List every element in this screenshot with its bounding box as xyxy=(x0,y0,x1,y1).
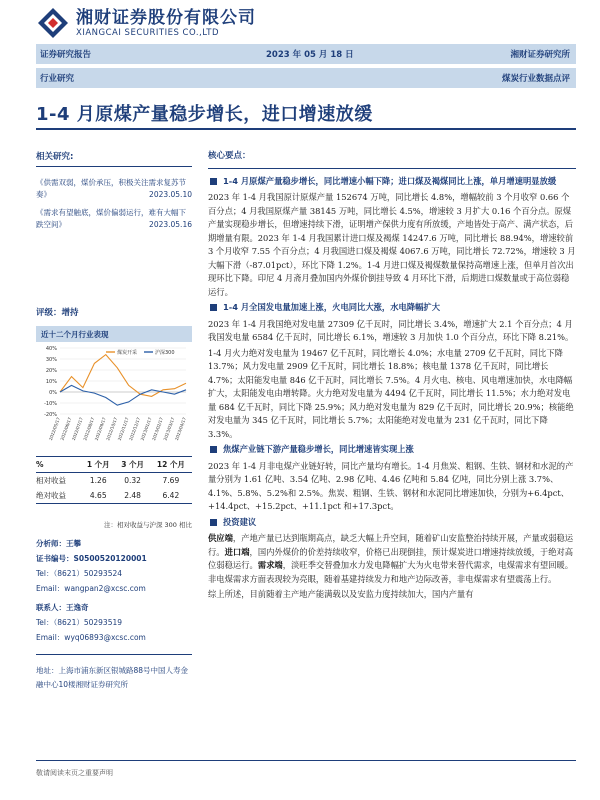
x-tick-label: 2022/09/17 xyxy=(93,416,107,442)
contact-email[interactable]: Email：wyq06893@xcsc.com xyxy=(36,633,146,642)
institute-name: 湘财证券研究所 xyxy=(510,50,570,60)
report-date: 2023 年 05 月 18 日 xyxy=(266,50,354,60)
key-points-heading: 核心要点： xyxy=(208,151,251,161)
company-name-cn: 湘财证券股份有限公司 xyxy=(76,8,256,28)
company-name-en: XIANGCAI SECURITIES CO.,LTD xyxy=(76,28,220,38)
table-cell: 6.42 xyxy=(162,491,180,500)
section-heading: 1-4 月全国发电量加速上涨，火电同比大涨，水电降幅扩大 xyxy=(208,301,576,315)
investment-paragraph: 供应端，产地产量已达到瓶期高点，缺乏大幅上升空间，随着矿山安监整治持续开展，产量或弱稳运行。进口端，国内外煤价的价差持续收窄，价格已出现倒挂，预计煤炭进口增速持续放缓，于绝对高位弱稳运行。需求端，淡旺季交替叠加水力发电降幅扩大为火电带来替代需求，电煤需求有望回暖。非电煤需求方面表现较为亮眼，随着基建持续发力和地产边际改善，非电煤需求有望震荡上行。 xyxy=(208,533,574,584)
contact-info xyxy=(36,600,192,645)
y-tick-label: -20% xyxy=(44,412,57,418)
table-header: 1 个月 xyxy=(86,460,110,469)
logo-mark-icon xyxy=(36,6,70,40)
report-series: 煤炭行业数据点评 xyxy=(501,74,570,84)
legend-label: 煤炭开采 xyxy=(117,350,138,356)
legend-label: 沪深300 xyxy=(155,350,175,356)
y-tick-label: 0% xyxy=(49,390,57,396)
x-tick-label: 2023/01/17 xyxy=(139,416,153,442)
related-research xyxy=(36,150,192,237)
y-tick-label: 30% xyxy=(45,357,57,363)
table-cell: 1.26 xyxy=(89,476,107,485)
table-cell: 0.32 xyxy=(124,476,141,485)
square-bullet-icon xyxy=(210,519,217,526)
related-heading: 相关研究: xyxy=(36,152,74,162)
table-header: 12 个月 xyxy=(156,460,185,469)
footer-disclaimer[interactable]: 敬请阅读末页之重要声明 xyxy=(36,769,113,777)
analyst-info xyxy=(36,536,192,596)
analyst-email[interactable]: Email：wangpan2@xcsc.com xyxy=(36,584,146,593)
x-tick-label: 2022/11/17 xyxy=(116,416,130,442)
contact-name: 联系人：王逸奇 xyxy=(36,603,89,612)
closing-paragraph: 综上所述，目前随着主产地产能满载以及安监力度持续加大，国内产量有 xyxy=(208,589,474,599)
industry-rating: 评级：增持 xyxy=(36,308,79,318)
research-category: 行业研究 xyxy=(40,74,75,84)
report-type: 证券研究报告 xyxy=(40,50,92,60)
x-tick-label: 2023/02/17 xyxy=(151,416,165,442)
table-header-row xyxy=(36,457,192,473)
section-paragraph: 2023 年 1-4 月我国原计原煤产量 152674 万吨，同比增长 4.8%，增幅较前 3 个月收窄 0.66 个百分点；4 月我国原煤产量 38145 万吨，同比增长 4.5%，增速较 3 月扩大 0.16 个百分点。原煤产量实现稳步增长，但增速持续下滑，证明增产保供力度有所放缓，产地皆处于高产、满产状态，后期增量有限。2023 年 1-4 月我国累计进口煤及褐煤 14247.6 万吨，同比增长 88.94%，增速较前 3 个月收窄 7.55 个百分点；4 月我国进口煤及褐煤 4067.6 万吨，同比增长 72.72%，增速较 3 月大幅下滑（-87.01pct），环比下降 1.2%。1-4 月进口煤及褐煤数量保持高增速上涨，但单月首次出现环比下降。印尼 4 月斋月叠加国内外煤价倒挂导致 4 月环比下滑，后期进口煤数量或于高位弱稳运行。 xyxy=(208,192,576,297)
main-content xyxy=(208,150,576,604)
related-title: 《需求有望触底，煤价偏弱运行，难有大幅下跌空间》 xyxy=(36,208,186,229)
section-heading: 投资建议 xyxy=(208,516,576,530)
related-link[interactable] xyxy=(36,207,192,231)
header-bar-top xyxy=(36,44,576,64)
page-title: 1-4 月原煤产量稳步增长，进口增速放缓 xyxy=(36,104,373,125)
chart-heading: 近十二个月行业表现 xyxy=(36,326,192,342)
footer-divider xyxy=(36,760,576,761)
y-tick-label: 10% xyxy=(45,379,57,385)
related-title: 《供需双弱，煤价承压，积极关注需求复苏节奏》 xyxy=(36,178,186,199)
section-paragraph: 1-4 月火力绝对发电量为 19467 亿千瓦时，同比增长 4.0%；水电量 2709 亿千瓦时，同比下降 13.7%；风力发电量 2909 亿千瓦时，同比增长 18.8%；核电量 1378 亿千瓦时，同比增长 4.7%；太阳能发电量 846 亿千瓦时，同比增长 7.5%。4 月火电、核电、风电增速加快，水电降幅扩大，太阳能发电由增转降。火力绝对发电量为 4494 亿千瓦时，同比增长 11.5%；水力绝对发电量 684 亿千瓦时，同比下降 25.9%；风力绝对发电量为 829 亿千瓦时，同比增长 20.9%；核能绝对发电量为 345 亿千瓦时，同比增长 5.7%；太阳能绝对发电量为 231 亿千瓦时，同比下降 3.3%。 xyxy=(208,347,574,439)
table-cell: 绝对收益 xyxy=(36,491,66,500)
related-divider xyxy=(36,166,192,167)
x-tick-label: 2022/07/17 xyxy=(70,416,84,442)
x-tick-label: 2022/12/17 xyxy=(128,416,142,442)
table-cell: 相对收益 xyxy=(36,476,66,485)
performance-chart xyxy=(36,342,192,452)
series-line xyxy=(60,385,186,405)
table-row xyxy=(36,488,192,504)
performance-chart-svg xyxy=(36,342,192,452)
related-date: 2023.05.10 xyxy=(149,190,192,199)
table-note: 注：相对收益与沪深 300 相比 xyxy=(103,521,192,529)
series-line xyxy=(60,355,186,397)
square-bullet-icon xyxy=(210,304,217,311)
y-tick-label: 40% xyxy=(45,346,57,352)
square-bullet-icon xyxy=(210,178,217,185)
x-tick-label: 2022/05/17 xyxy=(47,416,61,442)
contact-tel: Tel：（8621）50293519 xyxy=(36,618,123,627)
table-header: % xyxy=(36,460,44,469)
performance-table xyxy=(36,456,192,504)
office-address: 地址：上海市浦东新区银城路88号中国人寿金融中心10楼湘财证券研究所 xyxy=(36,666,189,689)
x-tick-label: 2022/10/17 xyxy=(105,416,119,442)
title-divider xyxy=(36,128,576,130)
section-paragraph: 2023 年 1-4 月非电煤产业链好转，同比产量均有增长。1-4 月焦炭、粗钢、生铁、钢材和水泥的产量分别为 1.61 亿吨、3.54 亿吨、2.98 亿吨、4.46 亿吨和 5.84 亿吨，同比分别上涨 3.7%、4.1%、5.8%、5.2%和 2.5%。焦炭、粗钢、生铁、钢材和水泥同比增速加快，分别为+6.4pct、+14.4pct、+15.2pct、+11.1pct 和+17.3pct。 xyxy=(208,460,574,511)
related-link[interactable] xyxy=(36,177,192,201)
supply-label: 供应端 xyxy=(208,533,233,543)
company-logo xyxy=(36,6,256,40)
section-paragraph: 2023 年 1-4 月我国绝对发电量 27309 亿千瓦时，同比增长 3.4%，增速扩大 2.1 个百分点；4 月我国发电量 6584 亿千瓦时，同比增长 6.1%，增速较 3 月加快 1.0 个百分点，环比下降 8.21%。 xyxy=(208,318,574,342)
demand-label: 需求端 xyxy=(257,560,283,570)
table-cell: 7.69 xyxy=(162,476,180,485)
related-date: 2023.05.16 xyxy=(149,220,192,229)
y-tick-label: 20% xyxy=(45,368,57,374)
table-cell: 2.48 xyxy=(124,491,141,500)
section-heading: 焦煤产业链下游产量稳步增长，同比增速皆实现上涨 xyxy=(208,443,576,457)
x-tick-label: 2022/06/17 xyxy=(59,416,73,442)
header-bar-bottom xyxy=(36,68,576,88)
x-tick-label: 2023/04/17 xyxy=(173,416,187,442)
y-tick-label: -10% xyxy=(44,401,57,407)
analyst-tel: Tel：（8621）50293524 xyxy=(36,569,123,578)
table-header: 3 个月 xyxy=(121,460,145,469)
address-divider xyxy=(36,654,192,655)
table-row xyxy=(36,473,192,489)
key-points-divider xyxy=(208,168,576,169)
section-heading: 1-4 月原煤产量稳步增长，同比增速小幅下降；进口煤及褐煤同比上涨，单月增速明显放缓 xyxy=(208,175,576,189)
import-label: 进口端 xyxy=(224,546,250,557)
square-bullet-icon xyxy=(210,446,217,453)
x-tick-label: 2023/03/17 xyxy=(162,416,176,442)
analyst-name: 分析师：王攀 xyxy=(36,539,81,548)
x-tick-label: 2022/08/17 xyxy=(82,416,96,442)
table-cell: 4.65 xyxy=(89,491,107,500)
analyst-cert: 证书编号：S0500520120001 xyxy=(36,554,147,563)
